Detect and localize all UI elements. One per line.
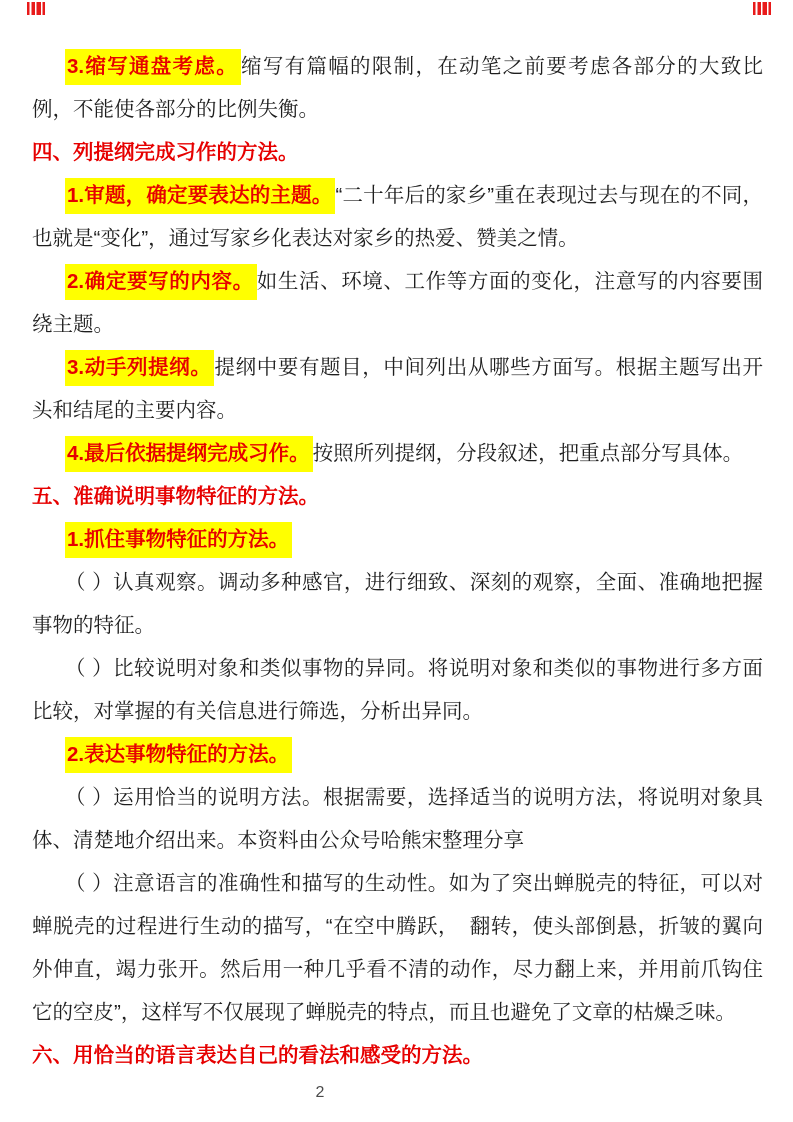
highlighted-label: 3.动手列提纲。 (65, 350, 214, 386)
paragraph (32, 518, 763, 561)
paragraph (32, 432, 763, 475)
heading-text: 六、用恰当的语言表达自己的看法和感受的方法。 (32, 1044, 483, 1067)
paragraph (32, 733, 763, 776)
paragraph (32, 561, 763, 647)
body-text: （ ）比较说明对象和类似事物的异同。将说明对象和类似的事物进行多方面比较，对掌握的有关信息进行筛选，分析出异同。 (32, 657, 763, 723)
section-heading (32, 131, 763, 174)
heading-text: 四、列提纲完成习作的方法。 (32, 141, 299, 164)
heading-text: 五、准确说明事物特征的方法。 (32, 485, 319, 508)
body-text: 缩写有篇幅的限制，在动笔之前要考虑各部分的大致比例，不能使各部分的比例失衡。 (32, 55, 763, 121)
section-heading (32, 475, 763, 518)
highlighted-label: 1.审题，确定要表达的主题。 (65, 178, 335, 214)
highlighted-label: 1.抓住事物特征的方法。 (65, 522, 292, 558)
paragraph (32, 862, 763, 1034)
paragraph (32, 647, 763, 733)
page-number: 2 (315, 1084, 325, 1101)
corner-mark-right-icon (753, 2, 771, 15)
body-text: 如生活、环境、工作等方面的变化，注意写的内容要围绕主题。 (32, 270, 763, 336)
highlighted-label: 3.缩写通盘考虑。 (65, 49, 241, 85)
body-text: （ ）认真观察。调动多种感官，进行细致、深刻的观察，全面、准确地把握事物的特征。 (32, 571, 763, 637)
paragraph (32, 346, 763, 432)
body-text: 提纲中要有题目，中间列出从哪些方面写。根据主题写出开头和结尾的主要内容。 (32, 356, 763, 422)
paragraph (32, 45, 763, 131)
document-content (32, 45, 763, 1077)
highlighted-label: 2.表达事物特征的方法。 (65, 737, 292, 773)
paragraph (32, 174, 763, 260)
highlighted-label: 2.确定要写的内容。 (65, 264, 257, 300)
body-text: “二十年后的家乡”重在表现过去与现在的不同，也就是“变化”，通过写家乡化表达对家乡的热爱、赞美之情。 (32, 184, 763, 250)
corner-mark-left-icon (27, 2, 45, 15)
body-text: （ ）运用恰当的说明方法。根据需要，选择适当的说明方法，将说明对象具体、清楚地介绍出来。本资料由公众号哈熊宋整理分享 (32, 786, 763, 852)
highlighted-label: 4.最后依据提纲完成习作。 (65, 436, 313, 472)
body-text: （ ）注意语言的准确性和描写的生动性。如为了突出蝉脱壳的特征，可以对蝉脱壳的过程进行生动的描写，“在空中腾跃， 翻转，使头部倒悬，折皱的翼向外伸直，竭力张开。然后用一种几乎看不清的动作，尽力翻上来，并用前爪钩住它的空皮”，这样写不仅展现了蝉脱壳的特点，而且也避免了文章的枯燥乏味。 (32, 872, 763, 1024)
paragraph (32, 260, 763, 346)
paragraph (32, 776, 763, 862)
body-text: 按照所列提纲，分段叙述，把重点部分写具体。 (312, 442, 744, 465)
section-heading (32, 1034, 763, 1077)
